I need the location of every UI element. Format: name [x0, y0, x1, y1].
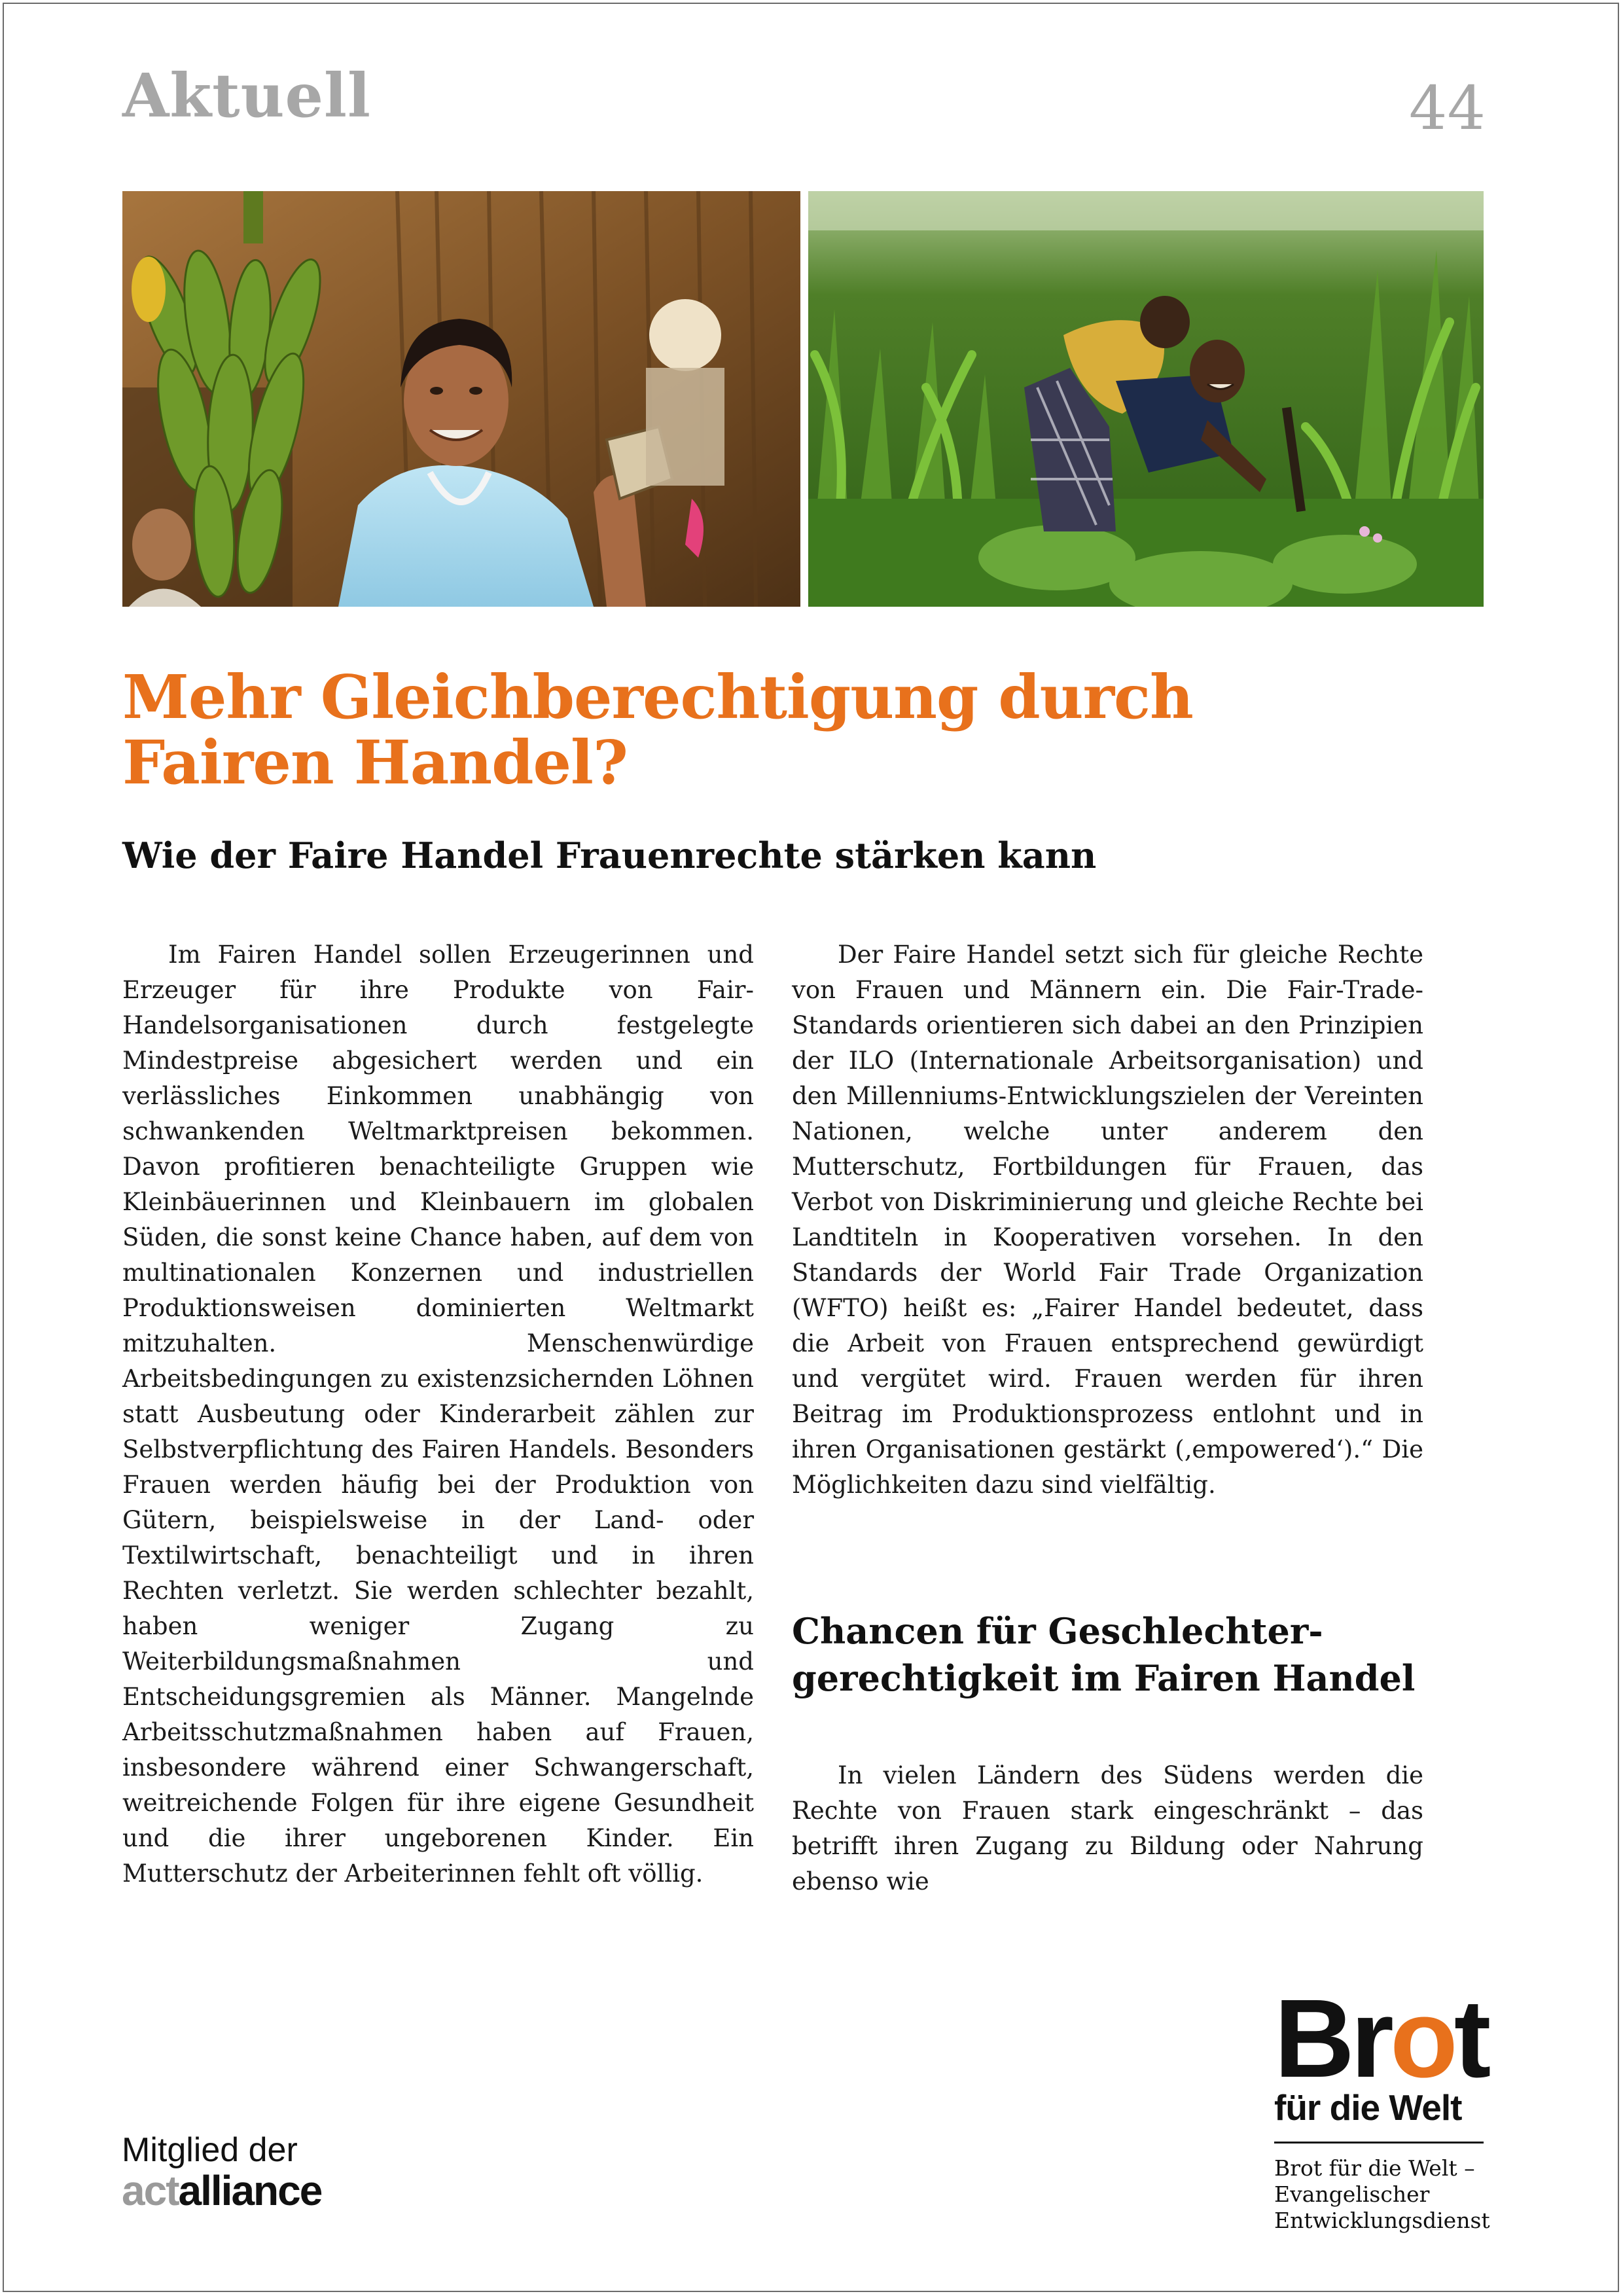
photo-woman-field [808, 191, 1484, 607]
paragraph-left: Im Fairen Handel sollen Erzeugerinnen und Erzeuger für ihre Produkte von Fair- Handelsorganisationen durch festgelegte Mindestpreise abgesichert werden und ein verlässliches Einkommen unabhängig von schwankenden Weltmarktpreisen bekommen. Davon profitieren benachteiligte Gruppen wie Kleinbäuerinnen und Kleinbauern im globalen Süden, die sonst keine Chance haben, auf dem von multinationalen Konzernen und industriellen Produktionsweisen dominierten Weltmarkt mitzuhalten. Menschenwürdige Arbeitsbedingungen zu existenzsichernden Löhnen statt Ausbeutung oder Kinderarbeit zählen zur Selbstverpflichtung des Fairen Handels. Besonders Frauen werden häufig bei der Produktion von Gütern, beispielsweise in der Land- oder Textilwirtschaft, benachteiligt und in ihren Rechten verletzt. Sie werden schlechter bezahlt, haben weniger Zugang zu Weiterbildungsmaßnahmen und Entscheidungsgremien als Männer. Mangelnde Arbeitsschutzmaßnahmen haben auf Frauen, insbesondere während einer Schwangerschaft, weitreichende Folgen für ihre eigene Gesundheit und die ihrer ungeborenen Kinder. Ein Mutterschutz der Arbeiterinnen fehlt oft völlig. [122, 941, 754, 1888]
article-subtitle: Wie der Faire Handel Frauenrechte stärken kann [122, 834, 1097, 876]
headline-line-1: Mehr Gleichberechtigung durch [122, 662, 1193, 732]
act-part: act [122, 2167, 179, 2214]
paragraph-right-1: Der Faire Handel setzt sich für gleiche Rechte von Frauen und Männern ein. Die Fair-Trade-Standards orientieren sich dabei an den Prinzipien der ILO (Internationale Arbeitsorganisation) und den Millenniums-Entwicklungszielen der Vereinten Nationen, welche unter anderem den Mutterschutz, Fortbildungen für Frauen, das Verbot von Diskriminierung und gleiche Rechte bei Landtiteln in Kooperativen vorsehen. In den Standards der World Fair Trade Organization (WFTO) heißt es: „Fairer Handel bedeutet, dass die Arbeit von Frauen entsprechend gewürdigt und vergütet wird. Frauen werden für ihren Beitrag im Produktionsprozess entlohnt und in ihren Organisationen gestärkt (‚empowered‘).“ Die Möglichkeiten dazu sind vielfältig. [792, 941, 1423, 1499]
org-line-3: Entwicklungsdienst [1274, 2208, 1490, 2233]
brot-wordmark [1274, 1977, 1488, 2101]
section-label: Aktuell [122, 60, 371, 131]
brot-t: t [1454, 1977, 1488, 2101]
section-heading [792, 1607, 1423, 1702]
brot-fuer-die-welt-logo [1274, 1977, 1490, 2234]
brot-o: o [1389, 1977, 1454, 2101]
paragraph-right-2: In vielen Ländern des Südens werden die Rechte von Frauen stark eingeschränkt – das betrifft ihren Zugang zu Bildung oder Nahrung ebenso wie [792, 1761, 1423, 1895]
logo-divider [1274, 2142, 1484, 2144]
brot-b: Br [1274, 1977, 1390, 2101]
section-heading-line-2: gerechtigkeit im Fairen Handel [792, 1657, 1416, 1699]
org-line-2: Evangelischer [1274, 2181, 1430, 2207]
act-alliance-wordmark [122, 2167, 322, 2214]
page-number: 44 [1408, 73, 1486, 143]
act-alliance-logo [122, 2130, 321, 2212]
membership-label: Mitglied der [122, 2131, 298, 2169]
article-headline [122, 662, 1366, 798]
headline-line-2: Fairen Handel? [122, 727, 628, 798]
column-right [792, 937, 1423, 1899]
photo-woman-bananas [122, 191, 800, 607]
org-line-1: Brot für die Welt – [1274, 2155, 1475, 2181]
org-name [1274, 2155, 1490, 2234]
brot-subline: für die Welt [1274, 2087, 1462, 2128]
section-heading-line-1: Chancen für Geschlechter- [792, 1610, 1323, 1652]
alliance-part: alliance [178, 2167, 322, 2214]
column-left [122, 937, 754, 1892]
